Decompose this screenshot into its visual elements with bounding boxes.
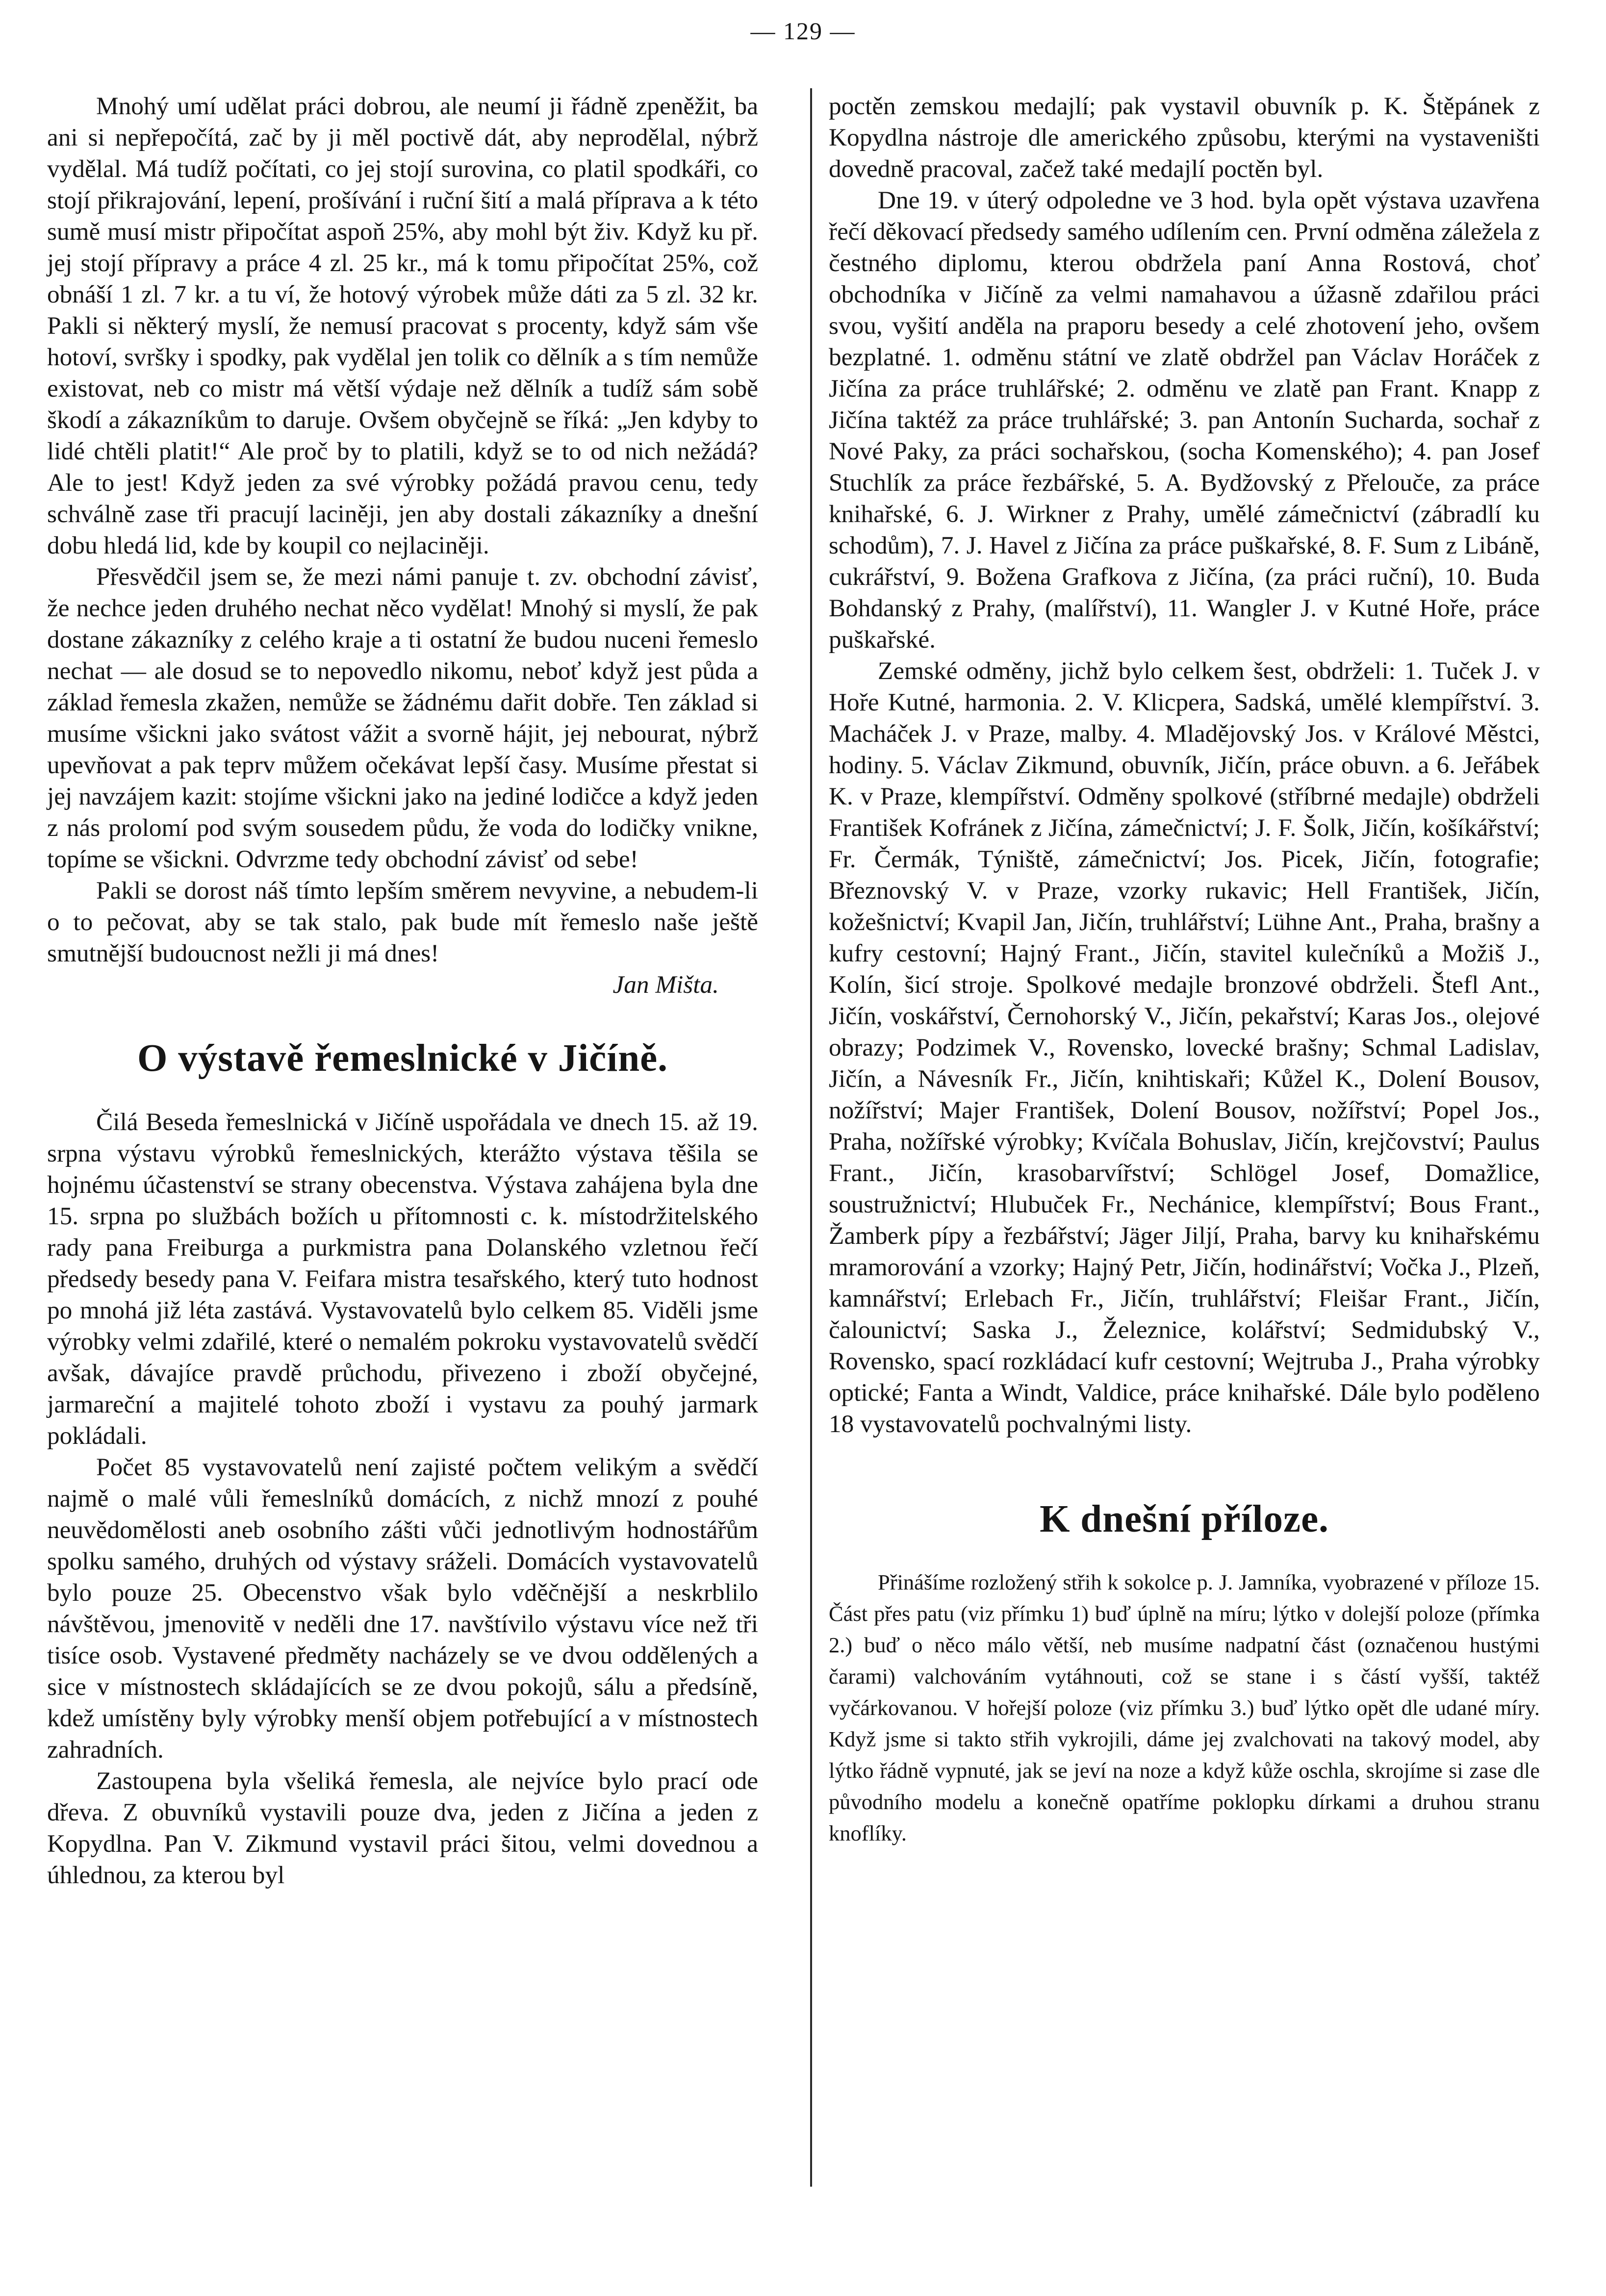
- author-signature: Jan Mišta.: [612, 971, 719, 999]
- article-paragraph: Přinášíme rozložený střih k sokolce p. J. Jamníka, vyobrazené v příloze 15. Část přes patu (viz přímku 1) buď úplně na míru; lýtko v dolejší poloze (přímka 2.) buď o něco málo větší, neb musíme nadpatní část (označenou hustými čarami) valchováním vytáhnouti, což se stane i s částí vyšší, taktéž vyčárkovanou. V hořejší poloze (viz přímku 3.) buď lýtko opět dle udané míry. Když jsme si takto střih vykrojili, dáme jej zvalchovati na takový model, aby lýtko řádně vypnuté, jak se jeví na noze a když kůže oschla, skrojíme si zase dle původního modelu a konečně opatříme poklopku dírkami a druhou stranu knoflíky.: [829, 1570, 1540, 1845]
- article-paragraph: Pakli se dorost náš tímto lepším směrem nevyvine, a nebudem-li o to pečovat, aby se tak stalo, pak bude mít řemeslo naše ještě smutnější budoucnost nežli ji má dnes!: [47, 877, 758, 967]
- left-column: [47, 91, 758, 1891]
- right-column: [829, 91, 1540, 1849]
- column-divider: [810, 88, 812, 2187]
- article-paragraph: Mnohý umí udělat práci dobrou, ale neumí ji řádně zpeněžit, ba ani si nepřepočítá, zač by ji měl poctivě dát, aby neprodělal, nýbrž vydělal. Má tudíž počítati, co jej stojí surovina, co platil spodkáři, co stojí přikrajování, lepení, prošívání i ruční šití a malá příprava a k této sumě musí mistr připočítat aspoň 25%, aby mohl být živ. Když ku př. jej stojí přípravy a práce 4 zl. 25 kr., má k tomu připočítat 25%, což obnáší 1 zl. 7 kr. a tu ví, že hotový výrobek může dáti za 5 zl. 32 kr. Pakli si některý myslí, že nemusí pracovat s procenty, když sám vše hotoví, svršky i spodky, pak vydělal jen tolik co dělník a s tím nemůže existovat, neb co mistr má větší výdaje než dělník a tudíž sám sobě škodí a zákazníkům to daruje. Ovšem obyčejně se říká: „Jen kdyby to lidé chtěli platit!“ Ale proč by to platili, když se to od nich nežádá? Ale to jest! Když jeden za své výrobky požádá pravou cenu, tedy schválně zase tři pracují laciněji, jen aby dostali zákazníky a dnešní dobu hledá lid, kde by koupil co nejlaciněji.: [47, 92, 758, 559]
- article-paragraph: Přesvědčil jsem se, že mezi námi panuje t. zv. obchodní závisť, že nechce jeden druhého nechat něco vydělat! Mnohý si myslí, že pak dostane zákazníky z celého kraje a ti ostatní že budou nuceni řemeslo nechat — ale dosud se to nepovedlo nikomu, neboť když jest půda a základ řemesla zkažen, nemůže se žádnému dařit dobře. Ten základ si musíme všickni jako svátost vážit a svorně hájit, jej nebourat, nýbrž upevňovat a pak teprv můžem očekávat lepší časy. Musíme přestat si jej navzájem kazit: stojíme všickni jako na jediné lodičce a když jeden z nás prolomí pod svým sousedem půdu, že voda do lodičky vnikne, topíme se všickni. Odvrzme tedy obchodní závisť od sebe!: [47, 563, 758, 873]
- article-paragraph: Dne 19. v úterý odpoledne ve 3 hod. byla opět výstava uzavřena řečí děkovací předsedy samého udílením cen. První odměna záležela z čestného diplomu, kterou obdržela paní Anna Rostová, choť obchodníka v Jičíně za velmi namahavou a úžasně zdařilou práci svou, vyšití anděla na praporu besedy a celé zhotovení jeho, ovšem bezplatné. 1. odměnu státní ve zlatě obdržel pan Václav Horáček z Jičína za práce truhlářské; 2. odměnu ve zlatě pan Frant. Knapp z Jičína taktéž za práce truhlářské; 3. pan Antonín Sucharda, sochař z Nové Paky, za práci sochařskou, (socha Komenského); 4. pan Josef Stuchlík za práce řezbářské, 5. A. Bydžovský z Přelouče, za práce knihařské, 6. J. Wirkner z Prahy, umělé zámečnictví (zábradlí ku schodům), 7. J. Havel z Jičína za práce puškařské, 8. F. Sum z Libáně, cukrářství, 9. Božena Grafkova z Jičína, (za práci ruční), 10. Buda Bohdanský z Prahy, (malířství), 11. Wangler J. v Kutné Hoře, práce puškařské.: [829, 186, 1540, 654]
- article-paragraph: poctěn zemskou medajlí; pak vystavil obuvník p. K. Štěpánek z Kopydlna nástroje dle amerického způsobu, kterými na vystaveništi dovedně pracoval, začež také medajlí poctěn byl.: [829, 92, 1540, 183]
- appendix-note: [829, 1566, 1540, 1849]
- article-paragraph: Počet 85 vystavovatelů není zajisté počtem velikým a svědčí najmě o malé vůli řemeslníků domácích, z nichž mnozí z pouhé neuvědomělosti aneb osobního zášti vůči jednotlivým hodnostářům spolku samého, druhých od výstavy sráželi. Domácích vystavovatelů bylo pouze 25. Obecenstvo však bylo vděčnější a neskrblilo návštěvou, jmenovitě v neděli dne 17. navštívilo výstavu více než tři tisíce osob. Vystavené předměty nacházely se ve dvou oddělených a sice v místnostech skládajících se ze dvou pokojů, sálu a předsíně, kdež umístěny byly výrobky menší objem potřebující a v místnostech zahradních.: [47, 1453, 758, 1764]
- article-heading: K dnešní příloze.: [1040, 1498, 1329, 1540]
- article-paragraph: Čilá Beseda řemeslnická v Jičíně uspořádala ve dnech 15. až 19. srpna výstavu výrobků řemeslnických, kterážto výstava těšila se hojnému účastenství se strany obecenstva. Výstava zahájena byla dne 15. srpna po službách božích u přítomnosti c. k. místodržitelského rady pana Freiburga a purkmistra pana Dolanského vzletnou řečí předsedy besedy pana V. Feifara mistra tesařského, který tuto hodnost po mnohá již léta zastává. Vystavovatelů bylo celkem 85. Viděli jsme výrobky velmi zdařilé, které o nemalém pokroku vystavovatelů svědčí avšak, dávajíce pravdě průchodu, přivezeno i zboží obyčejné, jarmareční a majitelé tohoto zboží i vystavu za pouhý jarmark pokládali.: [47, 1108, 758, 1450]
- article-paragraph: Zemské odměny, jichž bylo celkem šest, obdrželi: 1. Tuček J. v Hoře Kutné, harmonia. 2. V. Klicpera, Sadská, umělé klempířství. 3. Macháček J. v Praze, malby. 4. Mladějovský Jos. v Králové Městci, hodiny. 5. Václav Zikmund, obuvník, Jičín, práce obuvn. a 6. Jeřábek K. v Praze, klempířství. Odměny spolkové (stříbrné medajle) obdrželi František Kofránek z Jičína, zámečnictví; J. F. Šolk, Jičín, košíkářství; Fr. Čermák, Týniště, zámečnictví; Jos. Picek, Jičín, fotografie; Březnovský V. v Praze, vzorky rukavic; Hell František, Jičín, kožešnictví; Kvapil Jan, Jičín, truhlářství; Lühne Ant., Praha, brašny a kufry cestovní; Hajný Frant., Jičín, stavitel kulečníků a Možiš J., Kolín, šicí stroje. Spolkové medajle bronzové obdrželi. Štefl Ant., Jičín, voskářství, Černohorský V., Jičín, pekařství; Karas Jos., olejové obrazy; Podzimek V., Rovensko, lovecké brašny; Schmal Ladislav, Jičín, a Návesník Fr., Jičín, knihtiskaři; Kůžel K., Dolení Bousov, nožířství; Majer František, Dolení Bousov, nožířství; Popel Jos., Praha, nožířské výrobky; Kvíčala Bohuslav, Jičín, krejčovství; Paulus Frant., Jičín, krasobarvířství; Schlögel Josef, Domažlice, soustružnictví; Hlubuček Fr., Nechánice, klempířství; Bous Frant., Žamberk pípy a řezbářství; Jäger Jiljí, Praha, barvy ku knihařskému mramorování a vzorky; Hajný Petr, Jičín, hodinářství; Vočka J., Plzeň, kamnářství; Erlebach Fr., Jičín, truhlářství; Fleišar Frant., Jičín, čalounictví; Saska J., Železnice, kolářství; Sedmidubský V., Rovensko, spací rozkládací kufr cestovní; Wejtruba J., Praha výrobky optické; Fanta a Windt, Valdice, práce knihařské. Dále bylo poděleno 18 vystavovatelů pochvalnými listy.: [829, 657, 1540, 1438]
- page-number: — 129 —: [750, 17, 856, 45]
- article-heading: O výstavě řemeslnické v Jičíně.: [137, 1037, 668, 1080]
- article-paragraph: Zastoupena byla všeliká řemesla, ale nejvíce bylo prací ode dřeva. Z obuvníků vystavili pouze dva, jeden z Jičína a jeden z Kopydlna. Pan V. Zikmund vystavil práci šitou, velmi dovednou a úhlednou, za kterou byl: [47, 1767, 758, 1889]
